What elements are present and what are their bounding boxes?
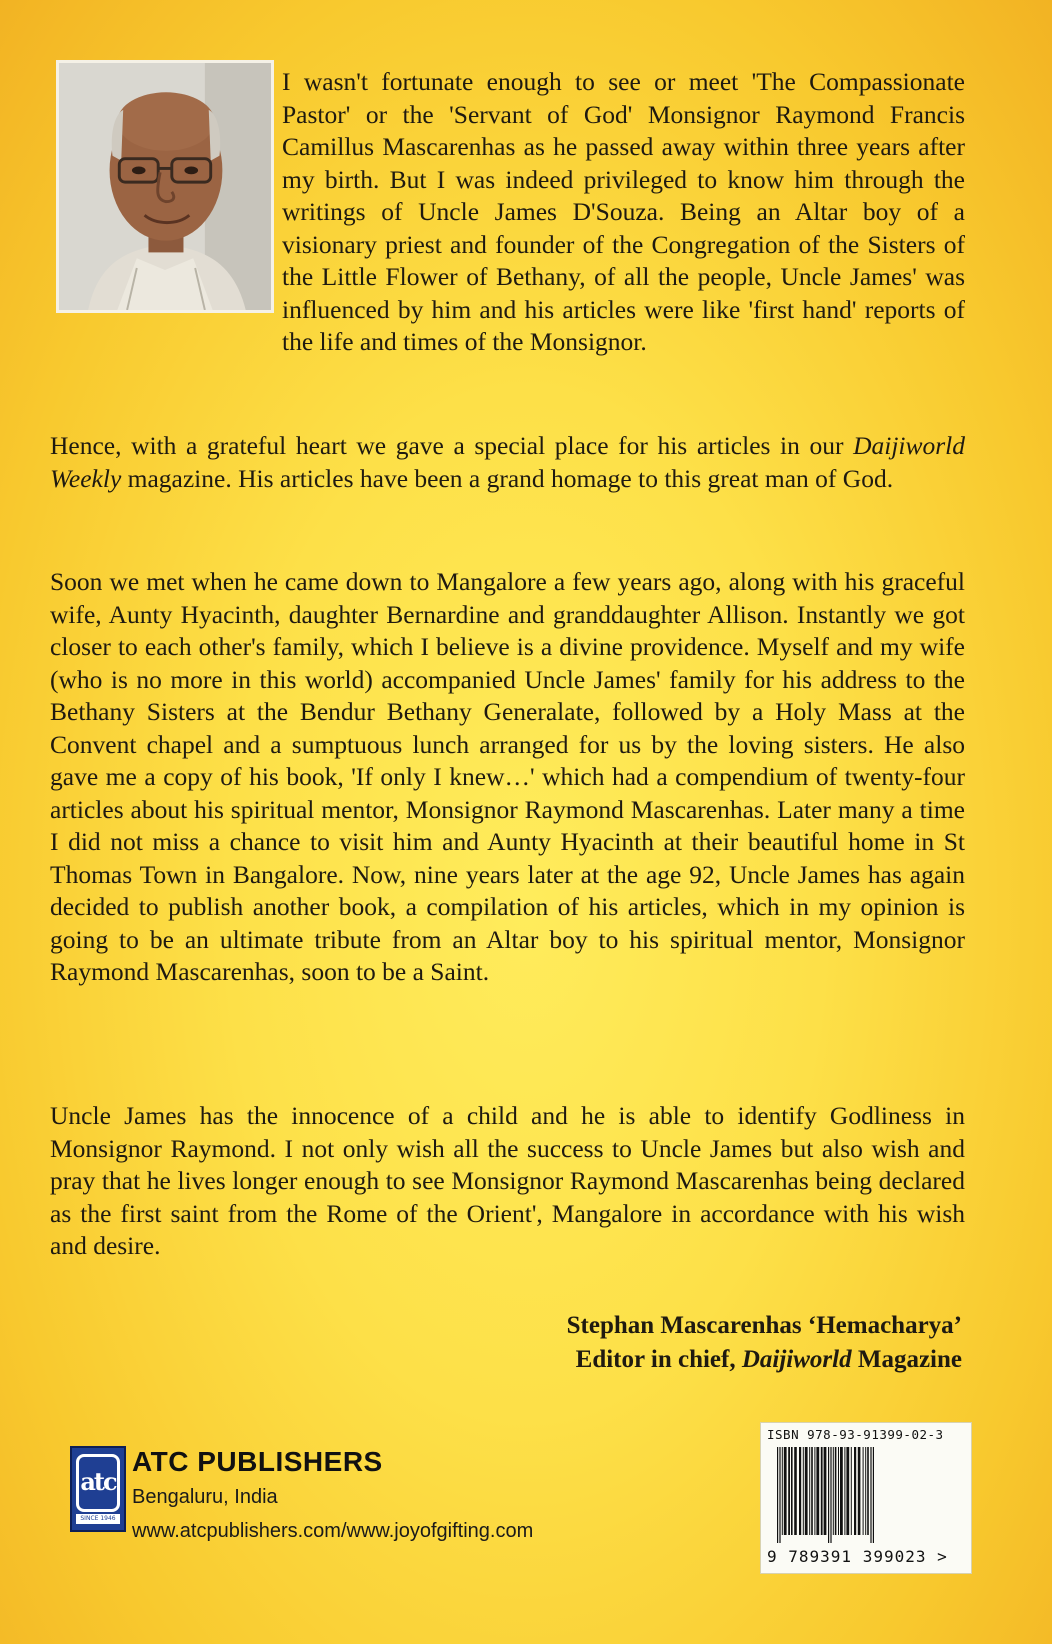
publisher-logo-band [76, 1514, 120, 1524]
barcode-bar [805, 1447, 808, 1535]
barcode-bar [788, 1447, 790, 1535]
signature-title-suffix: Magazine [851, 1346, 962, 1373]
signature-title [567, 1343, 962, 1377]
barcode-bar [824, 1447, 827, 1535]
publisher-city: Bengaluru, India [132, 1486, 278, 1508]
barcode-bar [838, 1447, 839, 1535]
barcode-bar [846, 1447, 849, 1535]
publisher-url: www.atcpublishers.com/www.joyofgifting.com [132, 1520, 534, 1542]
isbn-barcode [760, 1422, 972, 1574]
publisher-logo-since: SINCE 1946 [80, 1515, 116, 1522]
paragraph-homage [50, 430, 965, 495]
barcode-bar [830, 1447, 831, 1543]
photo-spacer [50, 66, 282, 358]
paragraph-meeting-text: Soon we met when he came down to Mangalore a few years ago, along with his graceful wife, Aunty Hyacinth, daughter Bernardine and granddaughter Allison. Instantly we got closer to each other's family, which I believe is a divine providence. Myself and my wife (who is no more in this world) accompanied Uncle James' family for his address to the Bethany Sisters at the Bendur Bethany Generalate, followed by a Holy Mass at the Convent chapel and a sumptuous lunch arranged for us by the loving sisters. He also gave me a copy of his book, 'If only I knew…' which had a compendium of twenty-four articles about his spiritual mentor, Monsignor Raymond Mascarenhas. Later many a time I did not miss a chance to visit him and Aunty Hyacinth at their beautiful home in St Thomas Town in Bangalore. Now, nine years later at the age 92, Uncle James has again decided to publish another book, a compilation of his articles, which in my opinion is going to be an ultimate tribute from an Altar boy to his spiritual mentor, Monsignor Raymond Mascarenhas, soon to be a Saint. [50, 567, 965, 986]
barcode-digits: 9 789391 399023 > [767, 1547, 948, 1566]
publisher-block [70, 1446, 590, 1576]
paragraph-meeting [50, 566, 965, 989]
barcode-bar [870, 1447, 871, 1543]
barcode-bar [782, 1447, 783, 1535]
paragraph-closing-text: Uncle James has the innocence of a child and he is able to identify Godliness in Monsignor Raymond. I not only wish all the success to Uncle James but also wish and pray that he lives longer enough to see Monsignor Raymond Mascarenhas being declared as the first saint from the Rome of the Orient', Mangalore in accordance with his wish and desire. [50, 1101, 965, 1260]
magazine-name: Daijiworld Weekly [50, 431, 965, 493]
barcode-bar [803, 1447, 804, 1535]
barcode-bar [835, 1447, 837, 1535]
barcode-bar [814, 1447, 815, 1535]
barcode-bar [794, 1447, 797, 1535]
barcode-bar [784, 1447, 787, 1535]
paragraph-homage-text-2: magazine. His articles have been a grand homage to this great man of God. [121, 463, 894, 493]
publisher-logo [70, 1446, 126, 1532]
barcode-bar [799, 1447, 801, 1535]
paragraph-intro [50, 66, 965, 359]
barcode-bar [811, 1447, 813, 1535]
publisher-logo-mark: atc [76, 1454, 120, 1512]
barcode-bar [858, 1447, 861, 1535]
signature-title-prefix: Editor in chief, [575, 1346, 742, 1373]
signature-magazine: Daijiworld [741, 1346, 852, 1373]
paragraph-closing [50, 1100, 965, 1263]
barcode-bar [779, 1447, 780, 1543]
barcode-bar [821, 1447, 823, 1535]
barcode-bar [777, 1447, 778, 1543]
barcode-bar [851, 1447, 852, 1535]
publisher-name: ATC PUBLISHERS [132, 1446, 383, 1477]
barcode-bar [840, 1447, 843, 1535]
barcode-bar [833, 1447, 834, 1535]
barcode-bar [809, 1447, 810, 1535]
barcode-bar [873, 1447, 874, 1543]
barcode-bar [863, 1447, 864, 1535]
barcode-bar [816, 1447, 819, 1535]
barcode-bar [828, 1447, 829, 1543]
signature-name: Stephan Mascarenhas ‘Hemacharya’ [566, 1312, 962, 1339]
signature-block [567, 1309, 962, 1377]
barcode-bar [844, 1447, 845, 1535]
isbn-label: ISBN 978-93-91399-02-3 [767, 1427, 944, 1442]
paragraph-homage-text-1: Hence, with a grateful heart we gave a special place for his articles in our [50, 431, 854, 460]
barcode-bars [775, 1447, 955, 1543]
barcode-bar [867, 1447, 869, 1535]
paragraph-intro-text: I wasn't fortunate enough to see or meet 'The Compassionate Pastor' or the 'Servant of God' Monsignor Raymond Francis Camillus Mascarenhas as he passed away within three years after my birth. But I was indeed privileged to know him through the writings of Uncle James D'Souza. Being an Altar boy of a visionary priest and founder of the Congregation of the Sisters of the Little Flower of Bethany, of all the people, Uncle James' was influenced by him and his articles were like 'first hand' reports of the life and times of the Monsignor. [282, 67, 965, 356]
barcode-bar [791, 1447, 793, 1535]
barcode-bar [865, 1447, 866, 1535]
barcode-bar [854, 1447, 856, 1535]
